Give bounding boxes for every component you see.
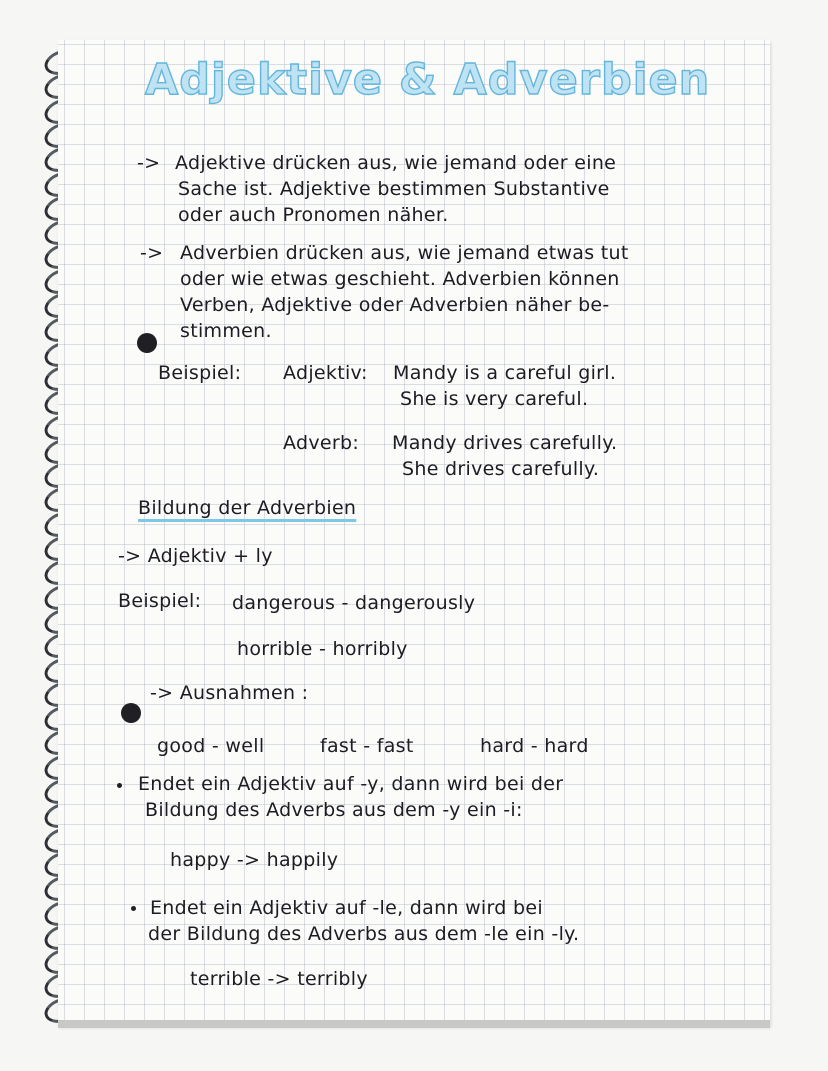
- formation-example-label: Beispiel:: [118, 590, 202, 612]
- formation-rule: -> Adjektiv + ly: [118, 545, 273, 567]
- list-bullet-icon: [117, 783, 122, 788]
- rule-le-line-1: Endet ein Adjektiv auf -le, dann wird bei: [150, 897, 543, 919]
- formation-pair-2: horrible - horribly: [237, 638, 408, 660]
- para2-line-2: oder wie etwas geschieht. Adverbien können: [180, 268, 620, 290]
- formation-pair-1: dangerous - dangerously: [232, 592, 476, 614]
- para1-line-3: oder auch Pronomen näher.: [178, 204, 449, 226]
- adverb-example-2: She drives carefully.: [402, 458, 600, 480]
- adjective-label: Adjektiv:: [283, 362, 368, 384]
- para2-line-3: Verben, Adjektive oder Adverbien näher be-: [180, 294, 610, 316]
- example-label: Beispiel:: [158, 362, 242, 384]
- rule-le-line-2: der Bildung des Adverbs aus dem -le ein -ly.: [148, 923, 580, 945]
- adverb-example-1: Mandy drives carefully.: [392, 432, 618, 454]
- rule-le-example: terrible -> terribly: [190, 968, 368, 990]
- bullet-dot-icon: [137, 333, 157, 353]
- page-bottom-edge: [58, 1020, 770, 1028]
- bullet-dot-icon: [121, 703, 141, 723]
- exception-1: good - well: [157, 735, 265, 757]
- rule-y-line-2: Bildung des Adverbs aus dem -y ein -i:: [145, 799, 523, 821]
- list-bullet-icon: [131, 906, 136, 911]
- rule-y-line-1: Endet ein Adjektiv auf -y, dann wird bei der: [138, 773, 564, 795]
- para1-line-1: Adjektive drücken aus, wie jemand oder eine: [175, 152, 617, 174]
- adverb-label: Adverb:: [283, 432, 360, 454]
- exceptions-label: -> Ausnahmen :: [150, 682, 309, 704]
- adjective-example-2: She is very careful.: [400, 388, 589, 410]
- para1-line-2: Sache ist. Adjektive bestimmen Substantive: [178, 178, 610, 200]
- exception-3: hard - hard: [480, 735, 589, 757]
- para2-line-4: stimmen.: [180, 320, 272, 342]
- page-title: Adjektive & Adverbien: [145, 55, 711, 105]
- para2-line-1: Adverbien drücken aus, wie jemand etwas tut: [180, 242, 629, 264]
- para1-arrow: ->: [137, 152, 161, 174]
- adjective-example-1: Mandy is a careful girl.: [393, 362, 617, 384]
- rule-y-example: happy -> happily: [170, 849, 339, 871]
- exception-2: fast - fast: [320, 735, 414, 757]
- para2-arrow: ->: [140, 242, 164, 264]
- formation-heading: Bildung der Adverbien: [138, 497, 357, 519]
